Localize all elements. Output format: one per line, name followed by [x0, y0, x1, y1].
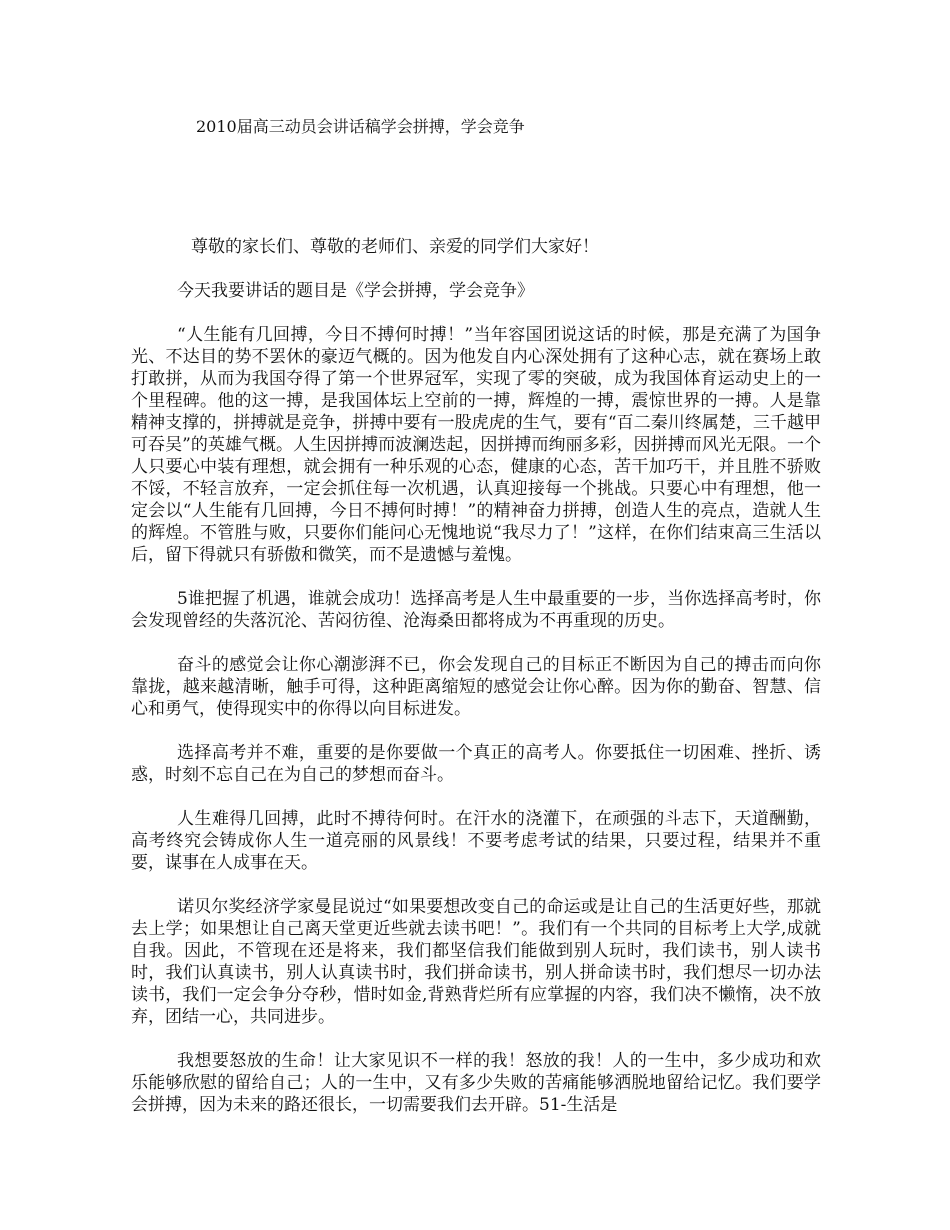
document-body [131, 236, 821, 1138]
paragraph-choice: 选择高考并不难，重要的是你要做一个真正的高考人。你要抵住一切困难、挫折、诱惑，时刻不忘自己在为自己的梦想而奋斗。 [131, 743, 821, 785]
paragraph-diligence: 人生难得几回搏，此时不搏待何时。在汗水的浇灌下，在顽强的斗志下，天道酬勤，高考终究会铸成你人生一道亮丽的风景线！不要考虑考试的结果，只要过程，结果并不重要，谋事在人成事在天。 [131, 809, 821, 873]
paragraph-greeting: 尊敬的家长们、尊敬的老师们、亲爱的同学们大家好！ [191, 237, 599, 257]
paragraph-opportunity: 5谁把握了机遇，谁就会成功！选择高考是人生中最重要的一步，当你选择高考时，你会发现曾经的失落沉沦、苦闷彷徨、沧海桑田都将成为不再重现的历史。 [131, 589, 821, 631]
paragraph-topic: 今天我要讲话的题目是《学会拼搏，学会竞争》 [177, 281, 534, 301]
paragraph-blooming-life: 我想要怒放的生命！让大家见识不一样的我！怒放的我！人的一生中，多少成功和欢乐能够欣慰的留给自己；人的一生中，又有多少失败的苦痛能够洒脱地留给记忆。我们要学会拼搏，因为未来的路还很长，一切需要我们去开辟。51-生活是 [131, 1051, 821, 1115]
paragraph-rongguotuan: “人生能有几回搏，今日不搏何时搏！”当年容国团说这话的时候，那是充满了为国争光、不达目的势不罢休的豪迈气概的。因为他发自内心深处拥有了这种心志，就在赛场上敢打敢拼，从而为我国夺得了第一个世界冠军，实现了零的突破，成为我国体育运动史上的一个里程碑。他的这一搏，是我国体坛上空前的一搏，辉煌的一搏，震惊世界的一搏。人是靠精神支撑的，拼搏就是竞争，拼搏中要有一股虎虎的生气，要有“百二秦川终属楚，三千越甲可吞吴”的英雄气概。人生因拼搏而波澜迭起，因拼搏而绚丽多彩，因拼搏而风光无限。一个人只要心中装有理想，就会拥有一种乐观的心态，健康的心态，苦干加巧干，并且胜不骄败不馁，不轻言放弃，一定会抓住每一次机遇，认真迎接每一个挑战。只要心中有理想，他一定会以“人生能有几回搏，今日不搏何时搏！”的精神奋力拼搏，创造人生的亮点，造就人生的辉煌。不管胜与败，只要你们能问心无愧地说“我尽力了！”这样，在你们结束高三生活以后，留下得就只有骄傲和微笑，而不是遗憾与羞愧。 [131, 325, 821, 565]
paragraph-mankiw: 诺贝尔奖经济学家曼昆说过“如果要想改变自己的命运或是让自己的生活更好些，那就去上学；如果想让自己离天堂更近些就去读书吧！”。我们有一个共同的目标考上大学,成就自我。因此，不管现在还是将来，我们都坚信我们能做到别人玩时，我们读书，别人读书时，我们认真读书，别人认真读书时，我们拼命读书，别人拼命读书时，我们想尽一切办法读书，我们一定会争分夺秒，惜时如金,背熟背烂所有应掌握的内容，我们决不懒惰，决不放弃，团结一心，共同进步。 [131, 897, 821, 1027]
paragraph-struggle: 奋斗的感觉会让你心潮澎湃不已，你会发现自己的目标正不断因为自己的搏击而向你靠拢，越来越清晰，触手可得，这种距离缩短的感觉会让你心醉。因为你的勤奋、智慧、信心和勇气，使得现实中的你得以向目标进发。 [131, 655, 821, 719]
document-title: 2010届高三动员会讲话稿学会拼搏，学会竞争 [196, 117, 525, 136]
